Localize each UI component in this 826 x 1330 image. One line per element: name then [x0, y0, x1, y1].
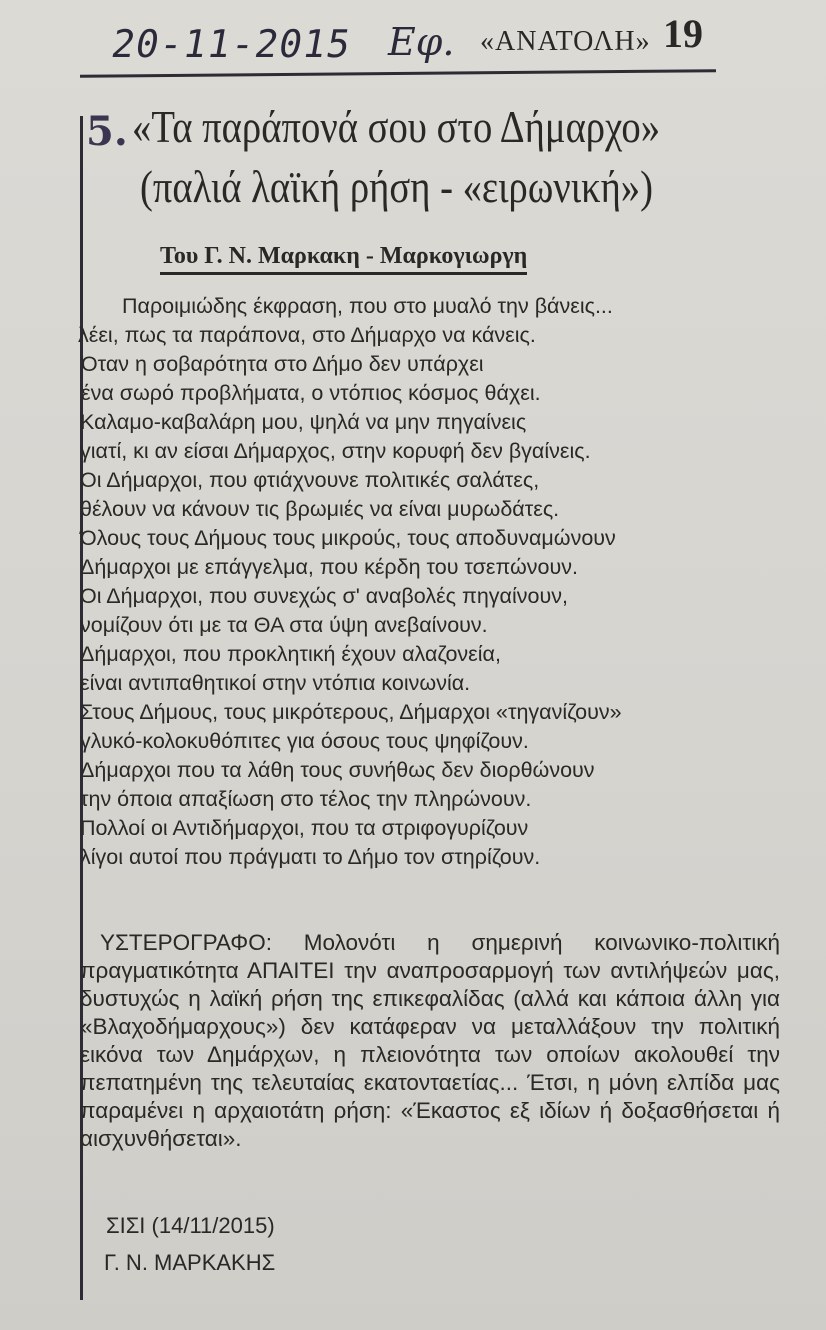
byline: Του Γ. Ν. Μαρκακη - Μαρκογιωργη — [160, 243, 527, 275]
poem-line: ένα σωρό προβλήματα, ο ντόπιος κόσμος θάχει. — [81, 381, 541, 405]
handwritten-date: 20-11-2015 — [108, 22, 355, 66]
signature-name: Γ. Ν. ΜΑΡΚΑΚΗΣ — [104, 1250, 276, 1275]
poem-line: Δήμαρχοι, που προκλητική έχουν αλαζονεία, — [80, 642, 501, 666]
poem-line: Δήμαρχοι με επάγγελμα, που κέρδη του τσεπώνουν. — [80, 555, 578, 579]
title-line-2: (παλιά λαϊκή ρήση - «ειρωνική») — [140, 161, 654, 212]
poem-line: γλυκό-κολοκυθόπιτες για όσους τους ψηφίζουν. — [80, 729, 529, 753]
poem-line: Πολλοί οι Αντιδήμαρχοι, που τα στριφογυρίζουν — [80, 816, 529, 840]
poem-line: Στους Δήμους, τους μικρότερους, Δήμαρχοι «τηγανίζουν» — [80, 700, 622, 724]
signature-place-date: ΣΙΣΙ (14/11/2015) — [106, 1213, 275, 1238]
poem-line: Οι Δήμαρχοι, που φτιάχνουνε πολιτικές σαλάτες, — [80, 468, 540, 492]
poem-line: λίγοι αυτοί που πράγματι το Δήμο τον στηρίζουν. — [80, 845, 541, 869]
newspaper-name: «ΑΝΑΤΟΛΗ» — [480, 26, 651, 57]
poem-line: Οι Δήμαρχοι, που συνεχώς σ' αναβολές πηγαίνουν, — [80, 584, 568, 608]
poem-line: Καλαμο-καβαλάρη μου, ψηλά να μην πηγαίνεις — [80, 410, 527, 434]
poem-line: γιατί, κι αν είσαι Δήμαρχος, στην κορυφή δεν βγαίνεις. — [80, 439, 591, 463]
postscript: ΥΣΤΕΡΟΓΡΑΦΟ: Μολονότι η σημερινή κοινωνικο-πολιτική πραγματικότητα ΑΠΑΙΤΕΙ την αναπροσαρμογή των αντιλήψεών μας, δυστυχώς η λαϊκή ρήση της επικεφαλίδας (αλλά και κάποια άλλη για «Βλαχοδήμαρχους») δεν κατάφεραν να μεταλλάξουν την πολιτική εικόνα των Δημάρχων, η πλειονότητα των οποίων ακολουθεί την πεπατημένη της τελευταίας εκατονταετίας... Έτσι, η μόνη ελπίδα μας παραμένει η αρχαιοτάτη ρήση: «Έκαστος εξ ιδίων ή δοξασθήσεται ή αισχυνθήσεται». — [80, 929, 780, 1151]
title-line-1: «Τα παράπονά σου στο Δήμαρχο» — [132, 101, 661, 152]
poem-line: θέλουν να κάνουν τις βρωμιές να είναι μυρωδάτες. — [80, 497, 560, 521]
poem-line: Όταν η σοβαρότητα στο Δήμο δεν υπάρχει — [81, 352, 484, 376]
poem-line: την όποια απαξίωση στο τέλος την πληρώνουν. — [80, 787, 532, 811]
poem-line: είναι αντιπαθητικοί στην ντόπια κοινωνία. — [80, 671, 471, 695]
header-rule — [80, 69, 716, 78]
poem-line: Παροιμιώδης έκφραση, που στο μυαλό την βάνεις... — [122, 294, 613, 318]
page-number: 19 — [663, 11, 703, 56]
article-number: 5. — [86, 108, 128, 155]
poem-line: Δήμαρχοι που τα λάθη τους συνήθως δεν διορθώνουν — [80, 758, 595, 782]
poem-line: Όλους τους Δήμους τους μικρούς, τους αποδυναμώνουν — [80, 526, 616, 550]
poem-line: νομίζουν ότι με τα ΘΑ στα ύψη ανεβαίνουν. — [80, 613, 488, 637]
handwritten-abbreviation: Εφ. — [388, 20, 455, 64]
poem-line: λέει, πως τα παράπονα, στο Δήμαρχο να κάνεις. — [78, 323, 536, 347]
